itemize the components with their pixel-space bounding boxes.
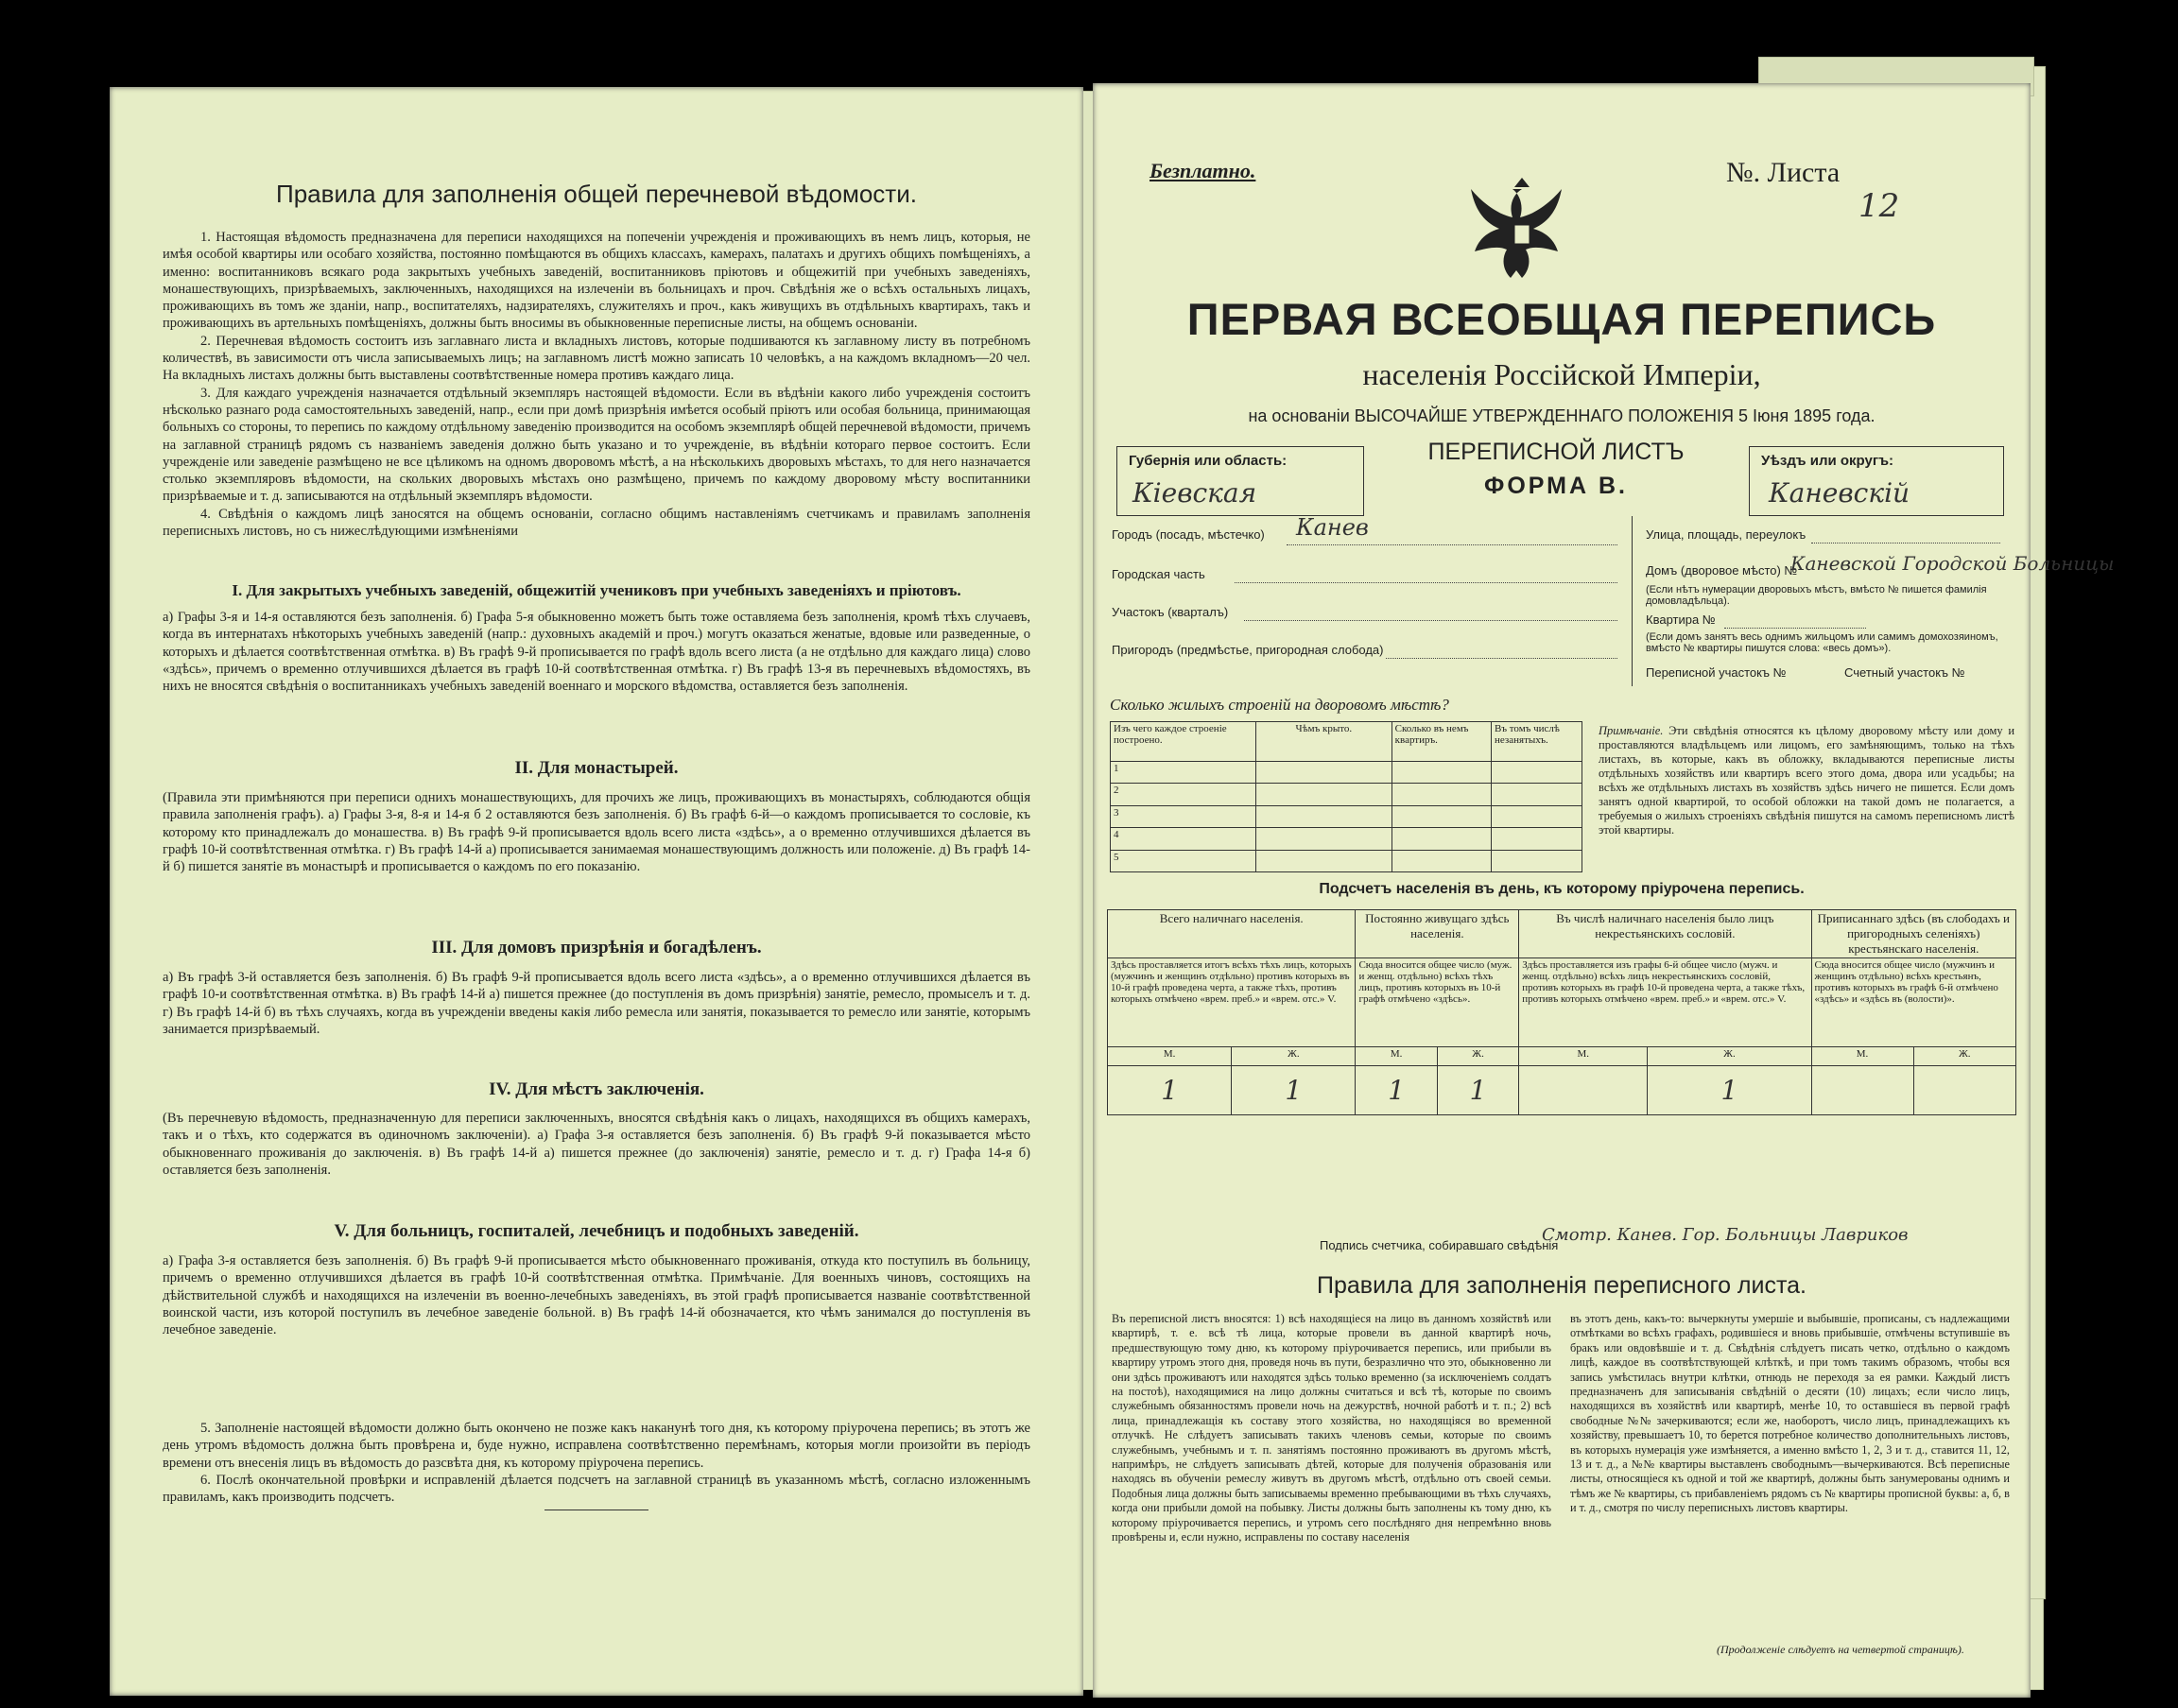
prigorod-label: Пригородъ (предмѣстье, пригородная слобода) xyxy=(1112,643,1384,657)
count-title: Подсчетъ населенія въ день, къ которому пріурочена перепись. xyxy=(1319,881,1805,897)
sex-label: М. xyxy=(1811,1047,1913,1066)
form-label: ФОРМА В. xyxy=(1484,473,1628,499)
build-row-number: 5 xyxy=(1111,850,1256,871)
note-text: Эти свѣдѣнія относятся къ цѣлому дворовому мѣсту или дому и проставляются владѣльцемъ или лицомъ, его замѣняющимъ, только на тѣхъ листахъ, въ которые, какъ въ обложку, вкладываются переписные листы отдѣльныхъ хозяйствъ или квартиръ всего этого дома, двора или усадьбы; на всѣхъ же отдѣльныхъ листахъ въ хозяйствъ здѣсь ничего не пишется. Если домъ занятъ одной квартирой, то особой обложки на такой домъ не полагается, а требуемыя о жилыхъ строеніяхъ свѣдѣнія пишутся на самомъ переписномъ листѣ этой квартиры. xyxy=(1599,724,2015,837)
count-header-total: Всего наличнаго населенія. xyxy=(1108,910,1356,958)
section-4-heading: IV. Для мѣстъ заключенія. xyxy=(489,1079,704,1099)
gubernia-label: Губернія или область: xyxy=(1129,453,1288,469)
uchastok-label: Участокъ (кварталъ) xyxy=(1112,605,1229,619)
intro-paragraph-4: 4. Свѣдѣнія о каждомъ лицѣ заносятся на общемъ основаніи, согласно общимъ наставленіямъ счетчикамъ и правиламъ заполненія переписныхъ листовъ, но съ нижеслѣдующими измѣненіями xyxy=(163,506,1030,540)
count-desc-total: Здѣсь проставляется итогъ всѣхъ тѣхъ лицъ, которыхъ (мужчинъ и женщинъ отдѣльно) противъ которыхъ въ 10-й графѣ проведена черта, а также тѣхъ, противъ которыхъ отмѣчено «врем. преб.» и «врем. отс.» V. xyxy=(1108,958,1356,1047)
count-header-non-peasant: Въ числѣ наличнаго населенія было лицъ некрестьянскихъ сословій. xyxy=(1519,910,1811,958)
rules-right-column: въ этотъ день, какъ-то: вычеркнуты умершіе и выбывшіе, прописаны, съ надлежащими отмѣтками во всѣхъ графахъ, родившіеся и вновь прибывшіе, отмѣчены вступившіе въ бракъ или овдовѣвшіе и т. д. Свѣдѣнія слѣдуетъ писать четко, отдѣльно о каждомъ лицѣ, каждое въ соотвѣтствующей клѣткѣ, и при томъ такимъ образомъ, чтобы вся запись умѣстилась внутри клѣтки, отнюдь не переходя за ея рамки. Каждый листъ предназначенъ для записыванія свѣдѣній о десяти (10) лицахъ; если число лицъ, находящихся въ хозяйствѣ или квартирѣ, менѣе 10, то оставшіеся въ первой графѣ свободные №№ зачеркиваются; если же, наоборотъ, число лицъ, принадлежащихъ къ хозяйству, превышаетъ 10, то берется потребное количество дополнительныхъ листовъ, въ которыхъ нумерація уже измѣняется, а именно вмѣсто 1, 2, 3 и т. д., ставится 11, 12, 13 и т. д., а №№ квартиры выставленъ свободнымъ—вычеркиваются. Всѣ переписные листы, относящіеся къ одной и той же квартирѣ, должны быть занумерованы однимъ и тѣмъ же № квартиры, съ прибавленіемъ рядомъ съ № квартиры прописной буквы: а, б, в и т. д., смотря по числу переписныхъ листовъ квартиры. xyxy=(1570,1312,2010,1515)
count-value xyxy=(1519,1066,1648,1115)
right-page xyxy=(1093,83,2115,1698)
count-sex-row xyxy=(1108,1047,2016,1066)
section-1-heading: I. Для закрытыхъ учебныхъ заведеній, общежитій учениковъ при учебныхъ заведеніяхъ и пріютовъ. xyxy=(232,581,961,599)
buildings-row xyxy=(1111,784,1582,805)
left-page xyxy=(110,87,1083,1696)
sex-label: М. xyxy=(1108,1047,1232,1066)
uezd-value: Каневскій xyxy=(1769,477,1910,509)
left-outro xyxy=(163,1420,1030,1506)
build-header-roof: Чѣмъ крыто. xyxy=(1256,722,1392,762)
census-section-label: Переписной участокъ № xyxy=(1646,665,1787,680)
count-header-peasant: Приписаннаго здѣсь (въ слободахъ и пригородныхъ селеніяхъ) крестьянскаго населенія. xyxy=(1811,910,2015,958)
count-header-row xyxy=(1108,910,2016,958)
build-row-number: 2 xyxy=(1111,784,1256,805)
section-2-heading: II. Для монастырей. xyxy=(514,758,679,778)
house-label: Домъ (дворовое мѣсто) № xyxy=(1646,563,1798,578)
sex-label: Ж. xyxy=(1913,1047,2016,1066)
intro-paragraph-1: 1. Настоящая вѣдомость предназначена для переписи находящихся на попеченіи учрежденія и проживающихъ въ немъ лицъ, которыя, не имѣя особой квартиры или особаго хозяйства, постоянно помѣщаются въ общихъ классахъ, камерахъ, палатахъ и другихъ общихъ помѣщеніяхъ, а именно: воспитанниковъ всякаго рода закрытыхъ учебныхъ заведеній, воспитанниковъ пріютовъ и общежитій при учебныхъ заведеніяхъ, монашествующихъ, призрѣваемыхъ, заключенныхъ, находящихся на излеченіи въ больницахъ и проч. Свѣдѣнія же о всѣхъ остальныхъ лицахъ, проживающихъ въ томъ же зданіи, напр., воспитателяхъ, надзирателяхъ, служителяхъ и проч., какъ живущихъ въ отдѣльныхъ квартирахъ, такъ и проживающихъ въ артельныхъ помѣщеніяхъ, должны быть вносимы въ обыкновенные переписные листы, на общемъ основаніи. xyxy=(163,230,1030,332)
population-count-table xyxy=(1107,909,2016,1115)
signature-value: Смотр. Канев. Гор. Больницы Лавриков xyxy=(1542,1225,1909,1245)
buildings-table xyxy=(1110,721,1582,872)
count-desc-peasant: Сюда вносится общее число (мужчинъ и женщинъ отдѣльно) всѣхъ крестьянъ, противъ которыхъ въ графѣ 6-й отмѣчено «здѣсь» и «здѣсь въ (волости)». xyxy=(1811,958,2015,1047)
section-1-text: а) Графы 3-я и 14-я оставляются безъ заполненія. б) Графа 5-я обыкновенно можетъ быть тоже оставляема безъ заполненія, кромѣ тѣхъ случаевъ, когда въ интернатахъ нѣкоторыхъ учебныхъ заведеній (напр.: духовныхъ академій и проч.) могутъ оказаться женатые, вдовые или разведенные, о которыхъ и дѣлается соотвѣтственная отмѣтка. в) Въ графѣ 9-й прописывается по графѣ вдоль всего листа (а не отдѣльно для каждаго лица) слово «здѣсь», причемъ о временно отлучившихся дѣлается въ графѣ 10-й соотвѣтственная отмѣтка. г) Въ графѣ 13-я въ перечневыхъ вѣдомостяхъ, въ нихъ не вносятся свѣдѣнія о воспитанникахъ учебныхъ заведеній военнаго и морского вѣдомства, оставляется безъ заполненія. xyxy=(163,610,1030,695)
count-desc-row xyxy=(1108,958,2016,1047)
count-value: 1 xyxy=(1108,1066,1232,1115)
city-part-line xyxy=(1235,582,1617,583)
rules-title: Правила для заполненія переписного листа. xyxy=(1317,1272,1806,1299)
count-value: 1 xyxy=(1232,1066,1356,1115)
section-3-heading: III. Для домовъ призрѣнія и богадѣленъ. xyxy=(431,938,762,958)
flat-note: (Если домъ занятъ весь однимъ жильцомъ или самимъ домохозяиномъ, вмѣсто № квартиры пишутся слова: «весь домъ»). xyxy=(1646,631,1998,654)
build-row-number: 1 xyxy=(1111,762,1256,784)
sex-label: М. xyxy=(1356,1047,1437,1066)
count-section-label: Счетный участокъ № xyxy=(1844,665,1965,680)
count-desc-permanent: Сюда вносится общее число (муж. и женщ. отдѣльно) всѣхъ тѣхъ лицъ, противъ которыхъ въ 10-й графѣ отмѣчено «здѣсь». xyxy=(1356,958,1519,1047)
count-desc-non-peasant: Здѣсь проставляется изъ графы 6-й общее число (мужч. и женщ. отдѣльно) всѣхъ лицъ некрестьянскихъ сословій, противъ которыхъ въ графѣ 10-й проведена черта, а также тѣхъ, противъ которыхъ отмѣчено «врем. преб.» и «врем. отс.» V. xyxy=(1519,958,1811,1047)
buildings-note xyxy=(1599,724,2014,837)
sex-label: М. xyxy=(1519,1047,1648,1066)
section-5-text: а) Графа 3-я оставляется безъ заполненія. б) Въ графѣ 9-й прописывается мѣсто обыкновеннаго проживанія, откуда кто поступилъ въ больницу, причемъ о временно отлучившихся дѣлается въ графѣ 10-й соотвѣтственная отмѣтка. Примѣчаніе. Для военныхъ чиновъ, состоящихъ на дѣйствительной службѣ и находящихся на излеченіи въ военно-лечебныхъ заведеніяхъ, въ этой графѣ прописывается названіе соотвѣтственной воинской части, изъ которой поступилъ въ лечебное заведеніе больной. в) Въ графѣ 14-й обозначается, кто чѣмъ занимался до поступленія въ лечебное заведеніе. xyxy=(163,1253,1030,1338)
count-value: 1 xyxy=(1648,1066,1811,1115)
uezd-label: Уѣздъ или округъ: xyxy=(1761,453,1894,469)
sex-label: Ж. xyxy=(1232,1047,1356,1066)
flat-label: Квартира № xyxy=(1646,612,1716,627)
main-subtitle: населенія Россійской Имперіи, xyxy=(1362,357,1761,391)
buildings-row xyxy=(1111,805,1582,827)
uchastok-line xyxy=(1244,620,1617,621)
count-value: 1 xyxy=(1437,1066,1518,1115)
buildings-header-row xyxy=(1111,722,1582,762)
street-label: Улица, площадь, переулокъ xyxy=(1646,527,1806,542)
build-header-flats: Сколько въ немъ квартиръ. xyxy=(1392,722,1491,762)
city-label: Городъ (посадъ, мѣстечко) xyxy=(1112,527,1265,542)
signature-label: Подпись счетчика, собиравшаго свѣдѣнія xyxy=(1320,1238,1559,1252)
city-value: Канев xyxy=(1296,514,1369,541)
build-row-number: 4 xyxy=(1111,828,1256,850)
sheet-type: ПЕРЕПИСНОЙ ЛИСТЪ xyxy=(1427,439,1685,465)
buildings-row xyxy=(1111,762,1582,784)
left-title: Правила для заполненія общей перечневой вѣдомости. xyxy=(276,180,917,208)
buildings-row xyxy=(1111,828,1582,850)
sheet-number-label: №. Листа xyxy=(1726,157,1841,188)
rules-left-column: Въ переписной листъ вносятся: 1) всѣ находящіеся на лицо въ данномъ хозяйствѣ или квартирѣ, т. е. всѣ тѣ лица, которые провели въ данной квартирѣ ночь, предшествующую тому дню, къ которому пріурочивается перепись, или прибыли въ квартиру утромъ этого дня, проведя ночь въ пути, безразлично что это, обыкновенно ли они здѣсь проживаютъ или находятся здѣсь только временно (за исключеніемъ солдатъ на постоѣ), находящимися на лицо должны считаться и всѣ тѣ, которые по своимъ служебнымъ обязанностямъ провели ночь на дежурствѣ, ночной работѣ и т. п.; 2) всѣ лица, принадлежащія къ составу этого хозяйства, но находящіяся во временной отлучкѣ. Не слѣдуетъ записывать такихъ членовъ семьи, которые по своимъ служебнымъ, учебнымъ и т. п. занятіямъ постоянно проживаютъ въ другомъ мѣстѣ, напримѣръ, не слѣдуетъ записывать дѣтей, которые для полученія образованія или находясь въ обученіи ремеслу живутъ въ другомъ мѣстѣ, отдѣльно отъ своей семьи. Подобныя лица должны быть записываемы временно пребывающими въ тѣхъ случаяхъ, когда они прибыли домой на побывку. Листы должны быть заполнены къ тому дню, къ которому пріурочивается перепись, и утромъ сего послѣдняго дня непремѣнно вновь провѣрены и, если нужно, исправлены по составу населенія xyxy=(1112,1312,1551,1544)
city-line xyxy=(1287,544,1617,545)
note-title: Примѣчаніе. xyxy=(1599,724,1664,737)
section-5-heading: V. Для больницъ, госпиталей, лечебницъ и подобныхъ заведеній. xyxy=(334,1221,859,1241)
legal-basis: на основаніи ВЫСОЧАЙШЕ УТВЕРЖДЕННАГО ПОЛОЖЕНІЯ 5 Іюня 1895 года. xyxy=(1248,406,1876,425)
continued-note: (Продолженіе слѣдуетъ на четвертой страницѣ). xyxy=(1717,1643,1964,1656)
count-values-row xyxy=(1108,1066,2016,1115)
intro-paragraph-2: 2. Перечневая вѣдомость состоитъ изъ заглавнаго листа и вкладныхъ листовъ, которые подшиваются къ заглавному листу въ потребномъ количествѣ, въ зависимости отъ числа записываемыхъ лицъ; на заглавномъ листѣ можно записать 10 человѣкъ, а на каждомъ вкладномъ—20 чел. На вкладныхъ листахъ должны быть выставлены соотвѣтственные номера противъ каждаго лица. xyxy=(163,333,1030,384)
imperial-eagle-emblem xyxy=(1456,170,1588,293)
section-2-text: (Правила эти примѣняются при переписи однихъ монашествующихъ, для прочихъ же лицъ, проживающихъ въ монастыряхъ, соблюдаются общія правила заполненія графъ). а) Графы 3-я, 8-я и 14-я б 2 оставляются безъ заполненія. б) Въ графѣ 6-й—о каждомъ прописывается то сословіе, къ которому кто принадлежалъ до монашества. в) Въ графѣ 9-й прописывается вдоль всего листа «здѣсь», а о временно отлучившихся дѣлается въ графѣ 10-й соотвѣтственная отмѣтка. г) Въ графѣ 14-й а) прописывается занимаемая монашествующимъ должность или положеніе. д) Въ графѣ 14-й б) пишется занятіе въ монастырѣ и прописывается о каждомъ по его показанію. xyxy=(163,790,1030,875)
buildings-row xyxy=(1111,850,1582,871)
gubernia-value: Кіевская xyxy=(1132,477,1257,509)
house-value: Каневской Городской Больницы xyxy=(1790,552,2115,575)
section-4-text: (Въ перечневую вѣдомость, предназначенную для переписи заключенныхъ, вносятся свѣдѣнія какъ о лицахъ, находящихся въ общихъ камерахъ, такъ и о тѣхъ, кто содержатся въ одиночномъ заключеніи). а) Графа 3-я оставляется безъ заполненія. б) Въ графѣ 9-й показывается мѣсто обыкновеннаго проживанія до заключенія. в) Въ графѣ 14-й а) пишется прежнее (до заключенія) занятіе, ремесло и т. д. г) Графа 14-я б) оставляется безъ заполненія. xyxy=(163,1111,1030,1178)
buildings-question: Сколько жилыхъ строеній на дворовомъ мѣстѣ? xyxy=(1110,696,1449,714)
outro-paragraph-6: 6. Послѣ окончательной провѣрки и исправленій дѣлается подсчетъ на заглавной страницѣ въ указанномъ мѣстѣ, согласно изложеннымъ правиламъ, какъ производить подсчетъ. xyxy=(163,1472,1030,1506)
flat-line xyxy=(1724,628,1866,629)
main-title: ПЕРВАЯ ВСЕОБЩАЯ ПЕРЕПИСЬ xyxy=(1186,294,1937,344)
build-row-number: 3 xyxy=(1111,805,1256,827)
sex-label: Ж. xyxy=(1648,1047,1811,1066)
prigorod-line xyxy=(1386,658,1617,659)
section-3-text: а) Въ графѣ 3-й оставляется безъ заполненія. б) Въ графѣ 9-й прописывается вдоль всего листа «здѣсь», а о временно отлучившихся дѣлается въ графѣ 10-и соотвѣтственная отмѣтка. в) Въ графѣ 14-й а) пишется прежнее (до поступленія въ домъ призрѣнія) занятіе, ремесло, промыселъ и т. д. г) Въ графѣ 14-й б) въ тѣхъ случаяхъ, когда въ учрежденіи введены какія либо ремесла или занятія, показывается то ремесло или занятіе, которымъ занимается призрѣваемый. xyxy=(163,970,1030,1037)
left-intro xyxy=(163,229,1030,540)
count-value xyxy=(1913,1066,2016,1115)
outro-paragraph-5: 5. Заполненіе настоящей вѣдомости должно быть окончено не позже какъ наканунѣ того дня, къ которому пріурочена перепись; въ этотъ же день утромъ вѣдомость должна быть провѣрена и, буде нужно, исправлена соотвѣтственно перемѣнамъ, которыя могли произойти въ періодъ времени отъ внесенія лицъ въ вѣдомость до разсвѣта дня, къ которому пріурочена перепись. xyxy=(163,1421,1030,1471)
house-note: (Если нѣтъ нумерации дворовыхъ мѣстъ, вмѣсто № пишется фамилія домовладѣльца). xyxy=(1646,584,1987,607)
sex-label: Ж. xyxy=(1437,1047,1518,1066)
intro-paragraph-3: 3. Для каждаго учрежденія назначается отдѣльный экземпляръ настоящей вѣдомости. Если въ вѣдѣніи какого либо учрежденія состоитъ нѣсколько разнаго рода самостоятельныхъ заведеній, напр., если при домѣ призрѣнія имѣется особый пріютъ или особая больница, принимающая больныхъ со стороны, то перепись по каждому отдѣльному заведенію производится на особомъ экземплярѣ общей перечневой вѣдомости, причемъ на заглавной страницѣ рядомъ съ названіемъ заведенія должно быть указано и то учрежденіе, въ вѣдѣніи котораго первое состоитъ. Если учрежденіе или заведеніе размѣщено не все цѣликомъ на одномъ дворовомъ мѣстѣ, а на нѣсколькихъ дворовыхъ мѣстахъ, то для него назначается столько экземпляровъ вѣдомости, на скольких дворовыхъ мѣстахъ оно размѣщено, причемъ по каждому дворовому мѣсту воспитанники призрѣваемые и т. д. записываются на отдѣльный экземпляръ вѣдомости. xyxy=(163,385,1030,505)
free-label: Безплатно. xyxy=(1150,159,1256,182)
gubernia-box xyxy=(1116,446,1364,516)
address-divider xyxy=(1632,516,1633,686)
build-header-material: Изъ чего каждое строеніе построено. xyxy=(1111,722,1256,762)
count-value: 1 xyxy=(1356,1066,1437,1115)
uezd-box xyxy=(1749,446,2004,516)
build-header-vacant: Въ томъ числѣ незанятыхъ. xyxy=(1492,722,1582,762)
sheet-number-handwritten: 12 xyxy=(1858,187,1900,225)
count-header-permanent: Постоянно живущаго здѣсь населенія. xyxy=(1356,910,1519,958)
city-part-label: Городская часть xyxy=(1112,567,1205,581)
count-value xyxy=(1811,1066,1913,1115)
